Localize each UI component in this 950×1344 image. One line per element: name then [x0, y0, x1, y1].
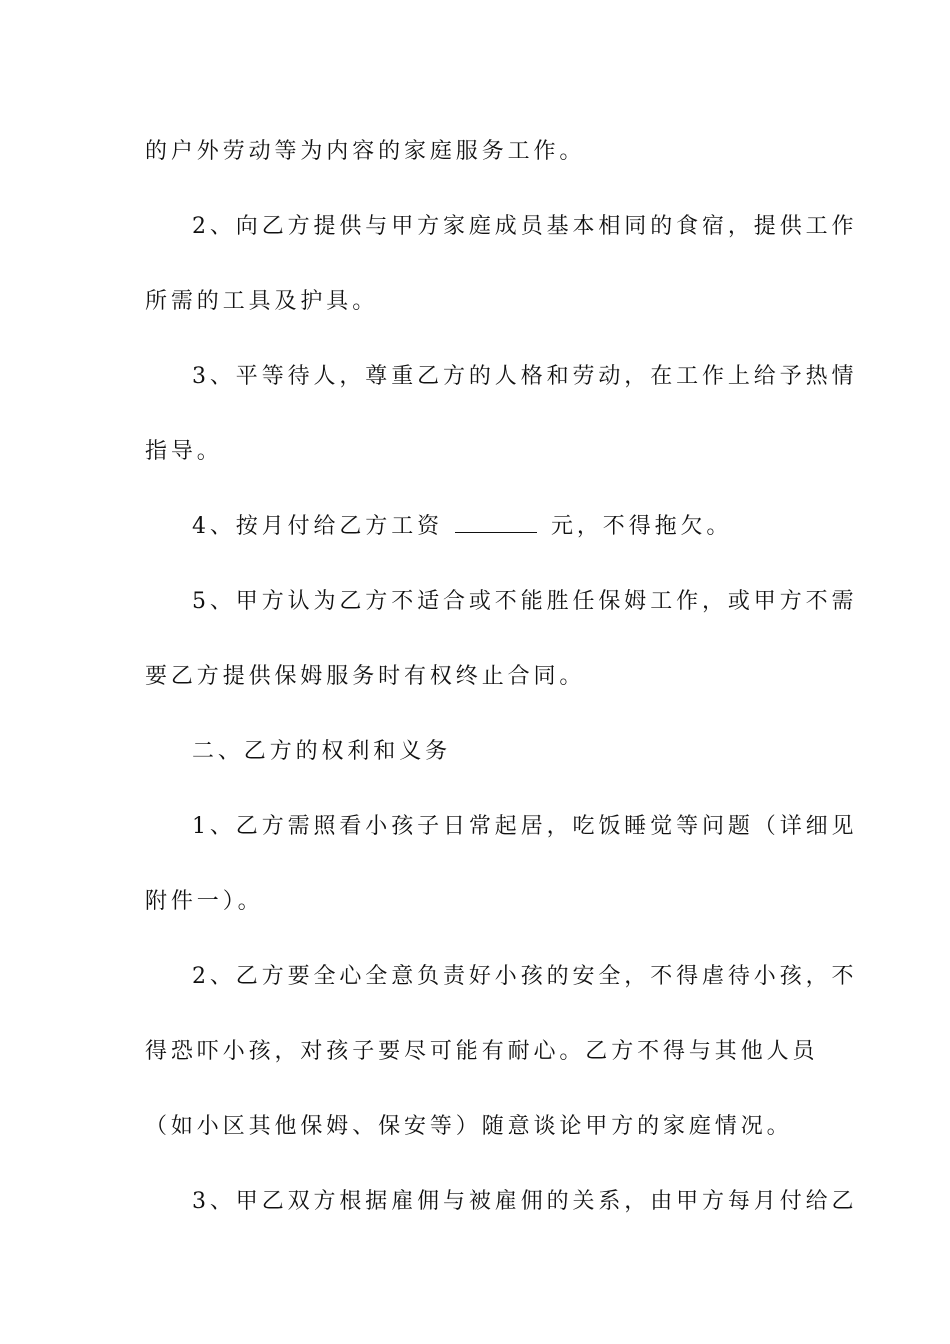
salary-prefix: 4、按月付给乙方工资	[192, 514, 443, 539]
paragraph-line: 5、甲方认为乙方不适合或不能胜任保姆工作，或甲方不需	[192, 589, 858, 614]
salary-blank	[455, 512, 537, 533]
salary-suffix: 元，不得拖欠。	[551, 514, 733, 539]
paragraph-line: （如小区其他保姆、保安等）随意谈论甲方的家庭情况。	[145, 1114, 793, 1139]
paragraph-line: 得恐吓小孩，对孩子要尽可能有耐心。乙方不得与其他人员	[145, 1039, 819, 1064]
paragraph-line: 1、乙方需照看小孩子日常起居，吃饭睡觉等问题（详细见	[192, 814, 858, 839]
paragraph-line: 指导。	[145, 439, 223, 464]
paragraph-line: 附件一）。	[145, 889, 264, 914]
paragraph-line: 3、甲乙双方根据雇佣与被雇佣的关系，由甲方每月付给乙	[192, 1189, 858, 1214]
paragraph-line: 的户外劳动等为内容的家庭服务工作。	[145, 139, 586, 164]
paragraph-line: 2、乙方要全心全意负责好小孩的安全，不得虐待小孩，不	[192, 964, 858, 989]
paragraph-line: 3、平等待人，尊重乙方的人格和劳动，在工作上给予热情	[192, 364, 858, 389]
salary-line	[192, 512, 815, 542]
section-heading: 二、乙方的权利和义务	[192, 739, 452, 764]
paragraph-line: 所需的工具及护具。	[145, 289, 379, 314]
paragraph-line: 2、向乙方提供与甲方家庭成员基本相同的食宿，提供工作	[192, 214, 858, 239]
paragraph-line: 要乙方提供保姆服务时有权终止合同。	[145, 664, 586, 689]
